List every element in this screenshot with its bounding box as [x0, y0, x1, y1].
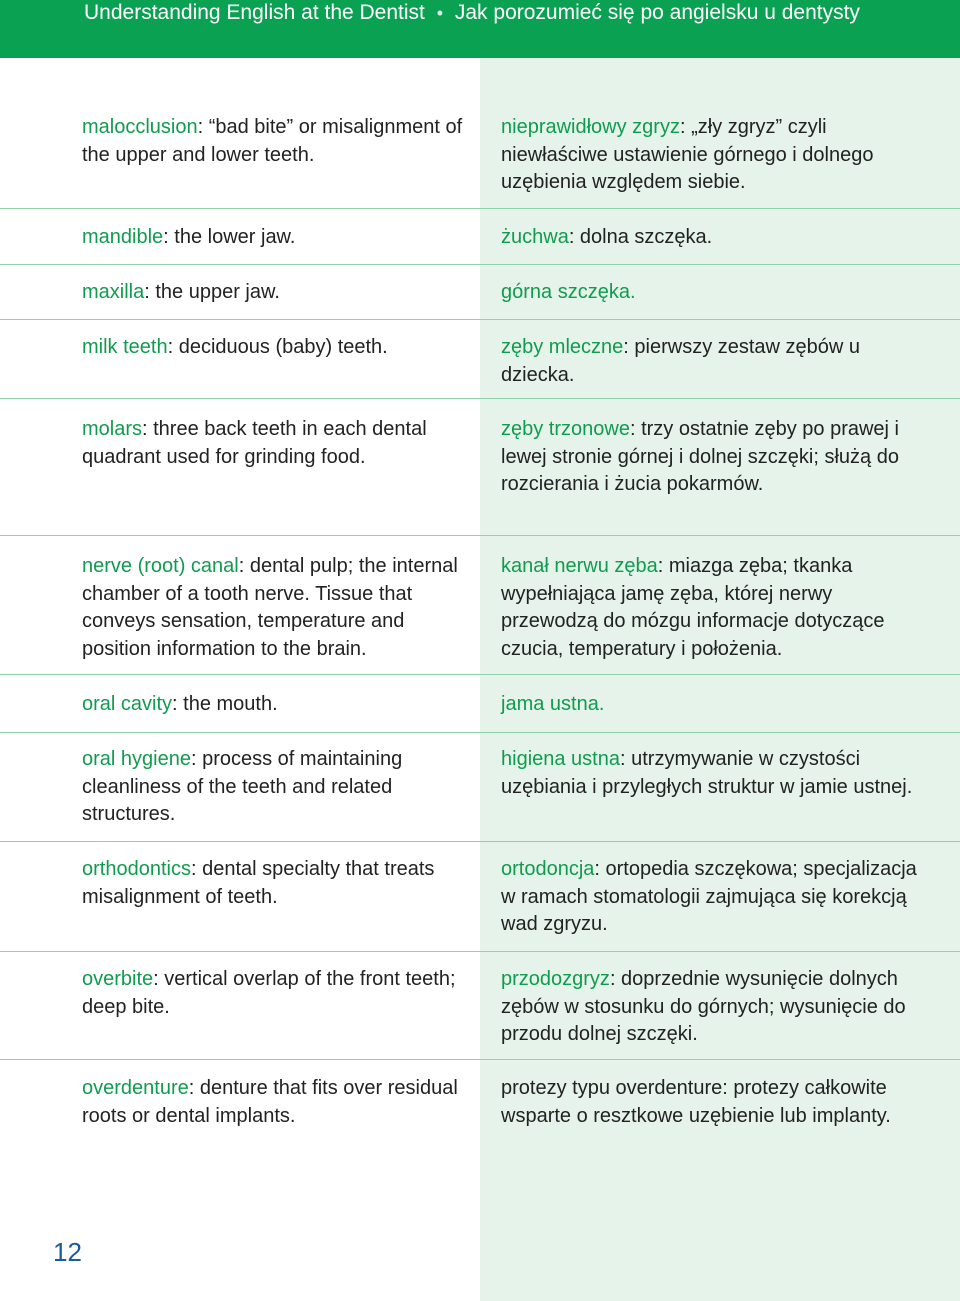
english-entry [82, 966, 478, 1021]
polish-definition: : dolna szczęka. [568, 226, 713, 248]
polish-term: przodozgryz [501, 968, 610, 990]
english-entry [82, 279, 478, 307]
english-entry [82, 1075, 478, 1130]
english-term: orthodontics [82, 858, 191, 880]
polish-definition: : miazga zęba; tkanka wypełniająca jamę zęba, której nerwy przewodzą do mózgu informacje dotyczące czucia, temperatury i położenia. [501, 555, 885, 660]
polish-term: górna szczęka. [501, 281, 636, 303]
polish-definition: : pierwszy zestaw zębów u dziecka. [501, 336, 861, 386]
polish-definition: protezy typu overdenture: protezy całkowite wsparte o resztkowe uzębienie lub implanty. [501, 1077, 891, 1127]
polish-term: żuchwa [501, 226, 569, 248]
english-term: overbite [82, 968, 154, 990]
header-title-en: Understanding English at the Dentist [84, 1, 425, 24]
english-entry [82, 114, 478, 169]
english-definition: : dental pulp; the internal chamber of a tooth nerve. Tissue that conveys sensation, temperature and position information to the brain. [82, 555, 458, 660]
english-definition: : dental specialty that treats misalignment of teeth. [82, 858, 435, 908]
english-entry [82, 553, 478, 663]
english-definition: : the lower jaw. [163, 226, 296, 248]
polish-entry [501, 416, 921, 499]
polish-term: zęby trzonowe [501, 418, 630, 440]
header-title-pl: Jak porozumieć się po angielsku u dentysty [454, 1, 860, 24]
polish-entry [501, 334, 921, 389]
polish-entry [501, 224, 921, 252]
polish-term: nieprawidłowy zgryz [501, 116, 680, 138]
english-entry [82, 224, 478, 252]
polish-entry [501, 856, 921, 939]
polish-term: ortodoncja [501, 858, 595, 880]
row-divider [0, 951, 960, 952]
polish-term: higiena ustna [501, 748, 620, 770]
english-term: maxilla [82, 281, 145, 303]
english-term: molars [82, 418, 143, 440]
polish-definition: : ortopedia szczękowa; specjalizacja w ramach stomatologii zajmująca się korekcją wad zgryzu. [501, 858, 917, 935]
english-definition: : denture that fits over residual roots or dental implants. [82, 1077, 458, 1127]
polish-entry [501, 279, 921, 307]
english-term: overdenture [82, 1077, 189, 1099]
polish-definition: : „zły zgryz” czyli niewłaściwe ustawienie górnego i dolnego uzębienia względem siebie. [501, 116, 874, 193]
polish-definition: : trzy ostatnie zęby po prawej i lewej stronie górnej i dolnej szczęki; służą do rozcierania i żucia pokarmów. [501, 418, 899, 495]
english-entry [82, 334, 478, 362]
english-definition: : three back teeth in each dental quadrant used for grinding food. [82, 418, 427, 468]
row-divider [0, 319, 960, 320]
english-term: mandible [82, 226, 164, 248]
english-entry [82, 746, 478, 829]
row-divider [0, 208, 960, 209]
polish-entry [501, 746, 921, 801]
polish-entry [501, 691, 921, 719]
row-divider [0, 732, 960, 733]
row-divider [0, 535, 960, 536]
polish-term: jama ustna. [501, 693, 605, 715]
english-entry [82, 416, 478, 471]
polish-definition: : doprzednie wysunięcie dolnych zębów w stosunku do górnych; wysunięcie do przodu dolnej szczęki. [501, 968, 906, 1045]
row-divider [0, 674, 960, 675]
page-number: 12 [53, 1237, 82, 1267]
polish-entry [501, 114, 921, 197]
english-entry [82, 691, 478, 719]
page-header [0, 0, 960, 58]
english-definition: : deciduous (baby) teeth. [167, 336, 388, 358]
english-definition: : the mouth. [172, 693, 278, 715]
polish-entry [501, 553, 921, 663]
header-title [84, 0, 860, 26]
english-term: nerve (root) canal [82, 555, 239, 577]
english-term: oral cavity [82, 693, 173, 715]
row-divider [0, 264, 960, 265]
header-bullet: • [436, 3, 444, 23]
row-divider [0, 398, 960, 399]
english-term: oral hygiene [82, 748, 191, 770]
row-divider [0, 1059, 960, 1060]
english-term: milk teeth [82, 336, 168, 358]
english-definition: : process of maintaining cleanliness of the teeth and related structures. [82, 748, 403, 825]
row-divider [0, 841, 960, 842]
polish-term: zęby mleczne [501, 336, 624, 358]
polish-entry [501, 966, 921, 1049]
english-definition: : the upper jaw. [144, 281, 280, 303]
english-definition: : vertical overlap of the front teeth; deep bite. [82, 968, 456, 1018]
polish-term: kanał nerwu zęba [501, 555, 658, 577]
english-term: malocclusion [82, 116, 198, 138]
polish-definition: : utrzymywanie w czystości uzębiania i przyległych struktur w jamie ustnej. [501, 748, 913, 798]
polish-entry [501, 1075, 921, 1130]
english-entry [82, 856, 478, 911]
english-definition: : “bad bite” or misalignment of the upper and lower teeth. [82, 116, 463, 166]
